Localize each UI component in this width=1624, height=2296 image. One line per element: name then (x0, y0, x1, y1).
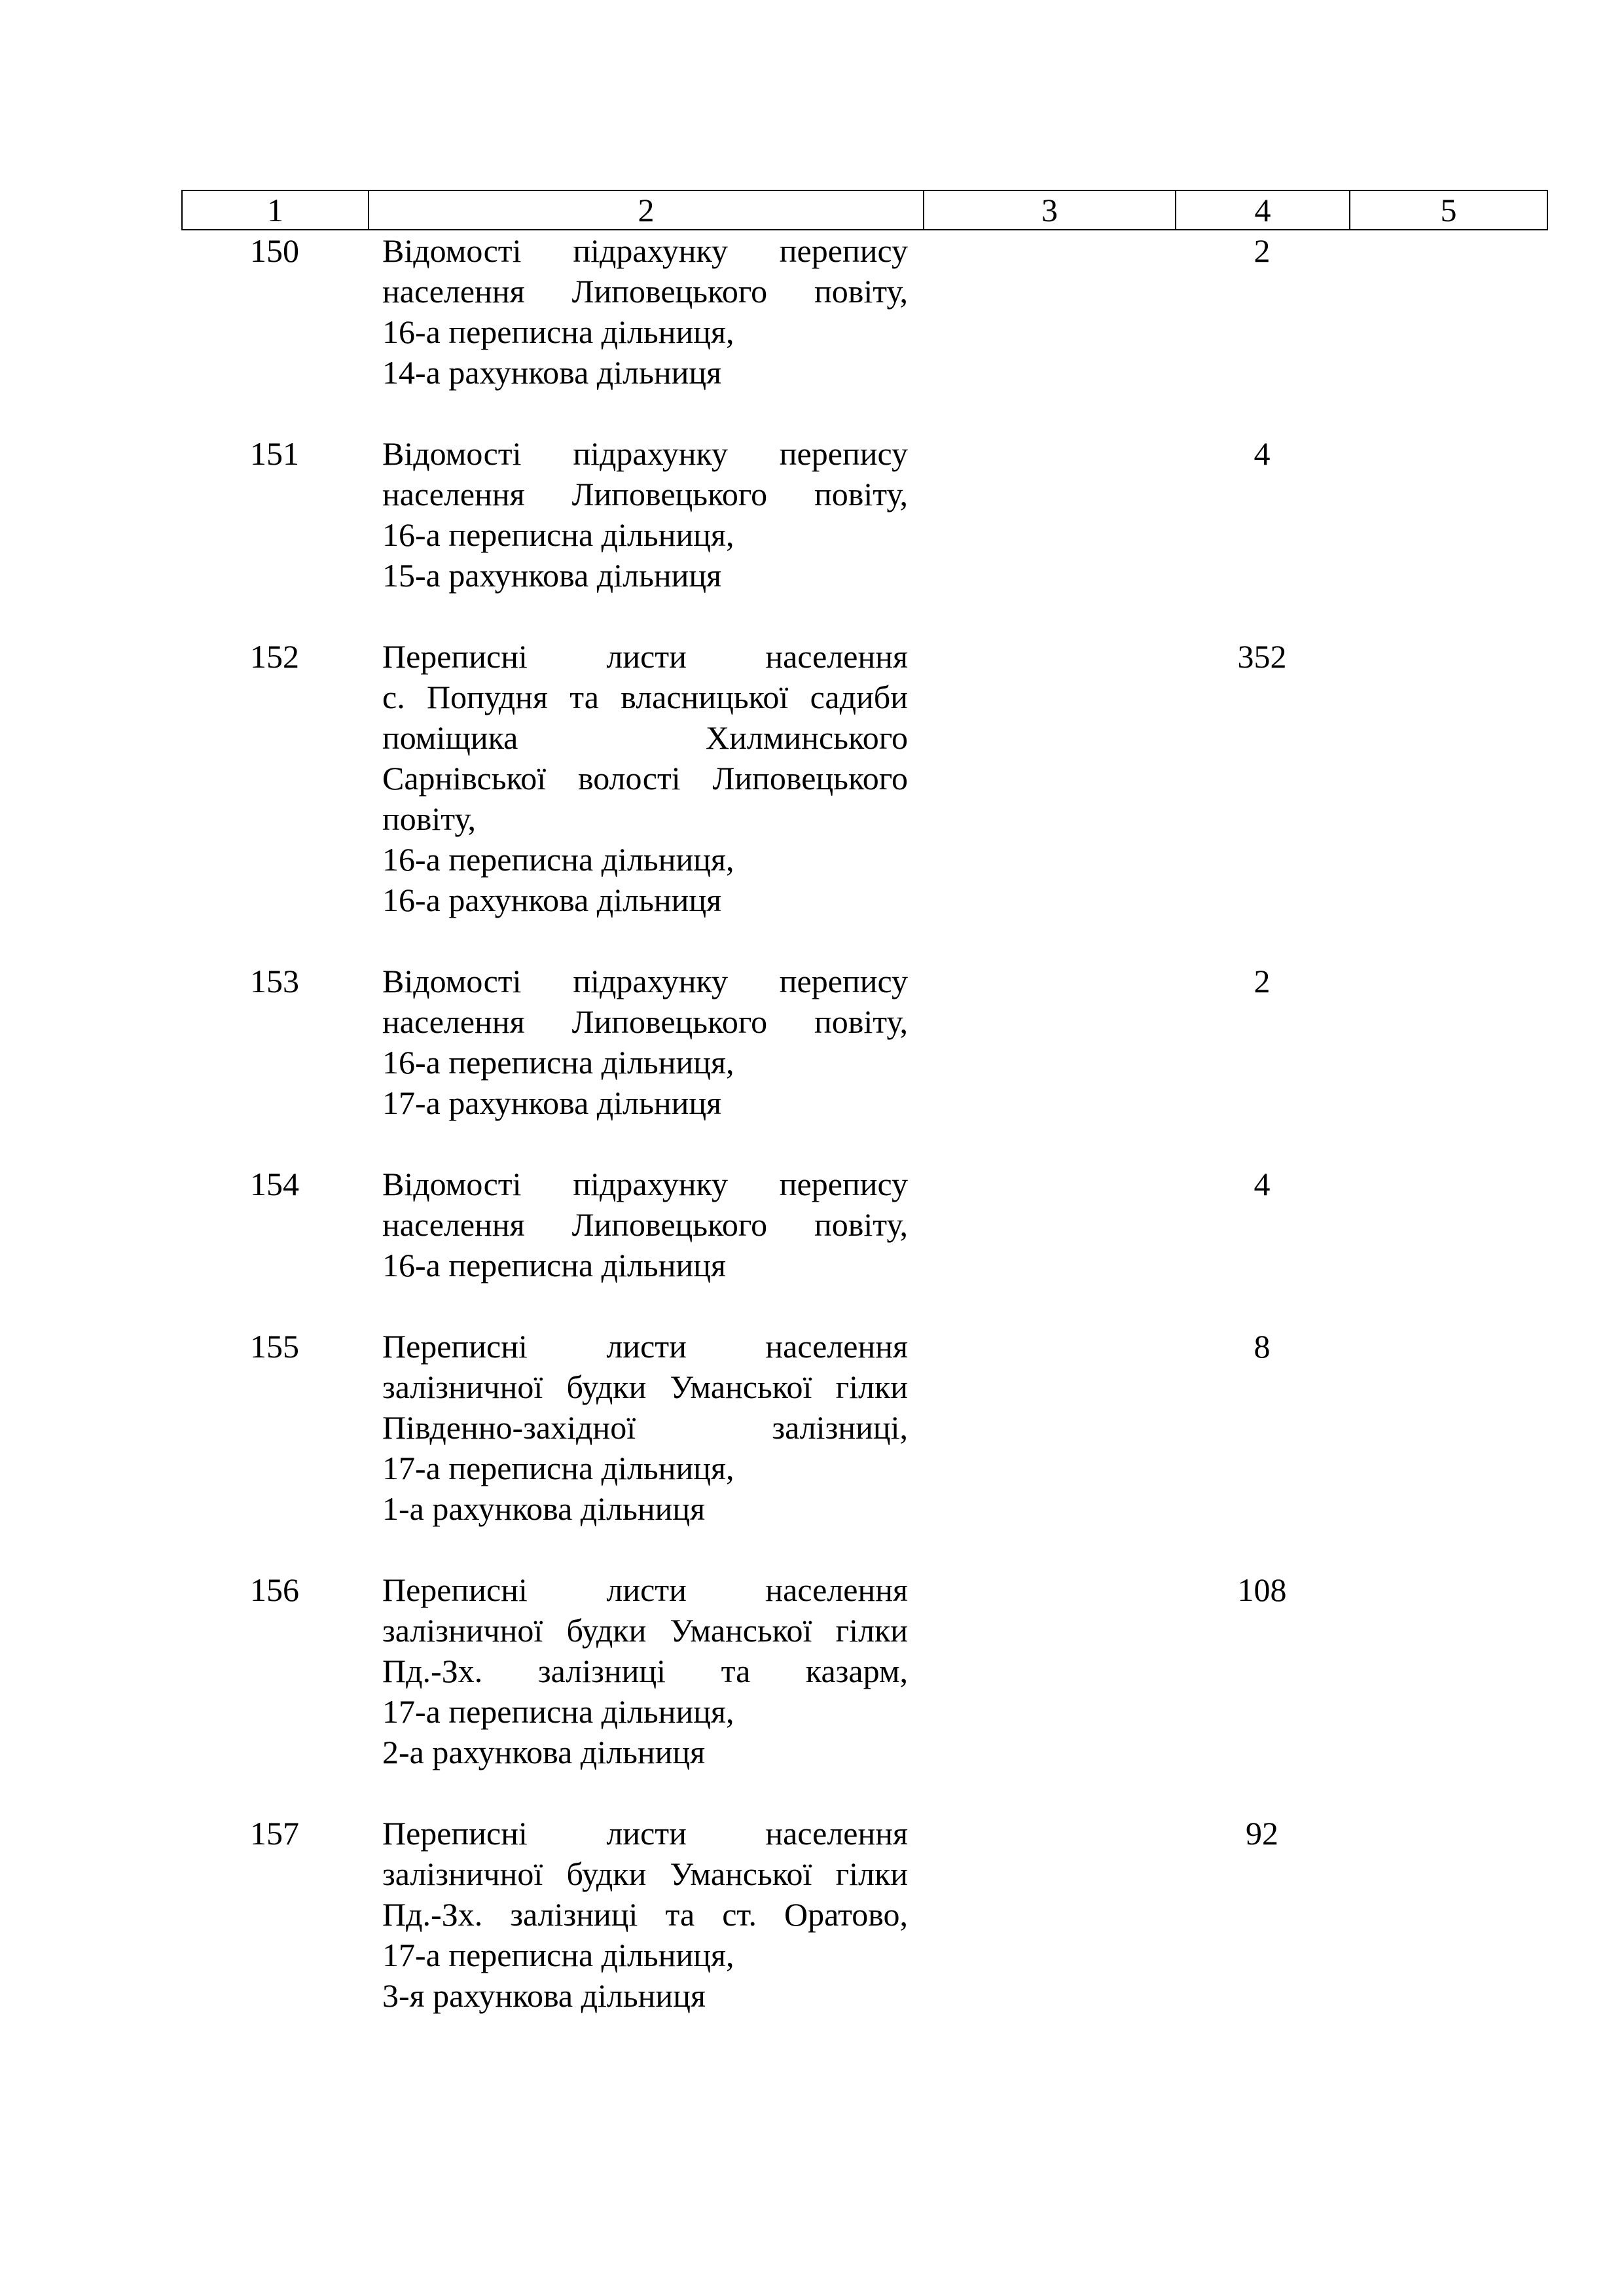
item-sheet-count: 108 (1237, 1571, 1287, 1608)
item-sheet-count: 4 (1254, 1166, 1271, 1202)
item-title (368, 1326, 923, 1529)
header-column-1: 1 (183, 191, 369, 229)
table-row (181, 1164, 1548, 1285)
item-title (368, 1164, 923, 1285)
title-line: с. Попудня та власницької садиби (382, 679, 908, 715)
title-line: Пд.-Зх. залізниці та ст. Оратово, (382, 1896, 908, 1933)
item-title (368, 636, 923, 920)
item-sheet-count: 2 (1254, 232, 1271, 269)
item-sheet-count: 8 (1254, 1328, 1271, 1365)
header-column-3: 3 (924, 191, 1176, 229)
item-title (368, 1570, 923, 1772)
table-row (181, 1326, 1548, 1529)
item-number: 153 (250, 963, 299, 999)
title-line: 3-я рахункова дільниця (382, 1977, 706, 2014)
title-line: 16-а переписна дільниця, (382, 841, 734, 878)
title-line: Відомості підрахунку перепису (382, 232, 908, 269)
title-line: Переписні листи населення (382, 638, 908, 675)
title-line: населення Липовецького повіту, (382, 1003, 908, 1040)
table-row (181, 636, 1548, 920)
title-line: населення Липовецького повіту, (382, 476, 908, 512)
item-number: 152 (250, 638, 299, 675)
item-sheet-count: 2 (1254, 963, 1271, 999)
title-line: населення Липовецького повіту, (382, 273, 908, 310)
title-line: повіту, (382, 800, 476, 837)
title-line: Відомості підрахунку перепису (382, 435, 908, 472)
item-number: 151 (250, 435, 299, 472)
title-line: 2-а рахункова дільниця (382, 1734, 706, 1770)
item-title (368, 1813, 923, 2016)
entries-list (181, 230, 1548, 2056)
title-line: 16-а переписна дільниця, (382, 1044, 734, 1081)
title-line: залізничної будки Уманської гілки (382, 1856, 908, 1892)
table-row (181, 1813, 1548, 2016)
item-sheet-count: 4 (1254, 435, 1271, 472)
table-header-row (181, 190, 1548, 230)
title-line: поміщика Хилминського (382, 719, 908, 756)
title-line: 14-а рахункова дільниця (382, 354, 722, 391)
title-line: населення Липовецького повіту, (382, 1206, 908, 1243)
table-row (181, 961, 1548, 1123)
title-line: Південно-західної залізниці, (382, 1409, 908, 1446)
title-line: 16-а переписна дільниця, (382, 516, 734, 553)
item-title (368, 230, 923, 393)
item-number: 157 (250, 1815, 299, 1852)
title-line: 16-а переписна дільниця (382, 1247, 726, 1283)
table-row (181, 433, 1548, 596)
title-line: Переписні листи населення (382, 1571, 908, 1608)
header-column-5: 5 (1440, 192, 1457, 228)
title-line: залізничної будки Уманської гілки (382, 1612, 908, 1649)
table-row (181, 1570, 1548, 1772)
table-row (181, 230, 1548, 393)
title-line: Відомості підрахунку перепису (382, 963, 908, 999)
item-sheet-count: 352 (1237, 638, 1287, 675)
header-column-2: 2 (369, 191, 924, 229)
header-column-4: 4 (1176, 191, 1350, 229)
item-title (368, 961, 923, 1123)
item-sheet-count: 92 (1246, 1815, 1278, 1852)
item-number: 154 (250, 1166, 299, 1202)
title-line: 17-а переписна дільниця, (382, 1693, 734, 1730)
title-line: 16-а рахункова дільниця (382, 882, 722, 918)
title-line: 15-а рахункова дільниця (382, 557, 722, 594)
item-number: 155 (250, 1328, 299, 1365)
title-line: 17-а переписна дільниця, (382, 1937, 734, 1973)
title-line: Пд.-Зх. залізниці та казарм, (382, 1653, 908, 1689)
title-line: Сарнівської волості Липовецького (382, 760, 908, 797)
title-line: Відомості підрахунку перепису (382, 1166, 908, 1202)
item-number: 156 (250, 1571, 299, 1608)
title-line: Переписні листи населення (382, 1328, 908, 1365)
title-line: 17-а рахункова дільниця (382, 1085, 722, 1121)
title-line: залізничної будки Уманської гілки (382, 1369, 908, 1405)
title-line: Переписні листи населення (382, 1815, 908, 1852)
title-line: 16-а переписна дільниця, (382, 314, 734, 350)
title-line: 17-а переписна дільниця, (382, 1450, 734, 1486)
title-line: 1-а рахункова дільниця (382, 1490, 706, 1527)
item-number: 150 (250, 232, 299, 269)
item-title (368, 433, 923, 596)
